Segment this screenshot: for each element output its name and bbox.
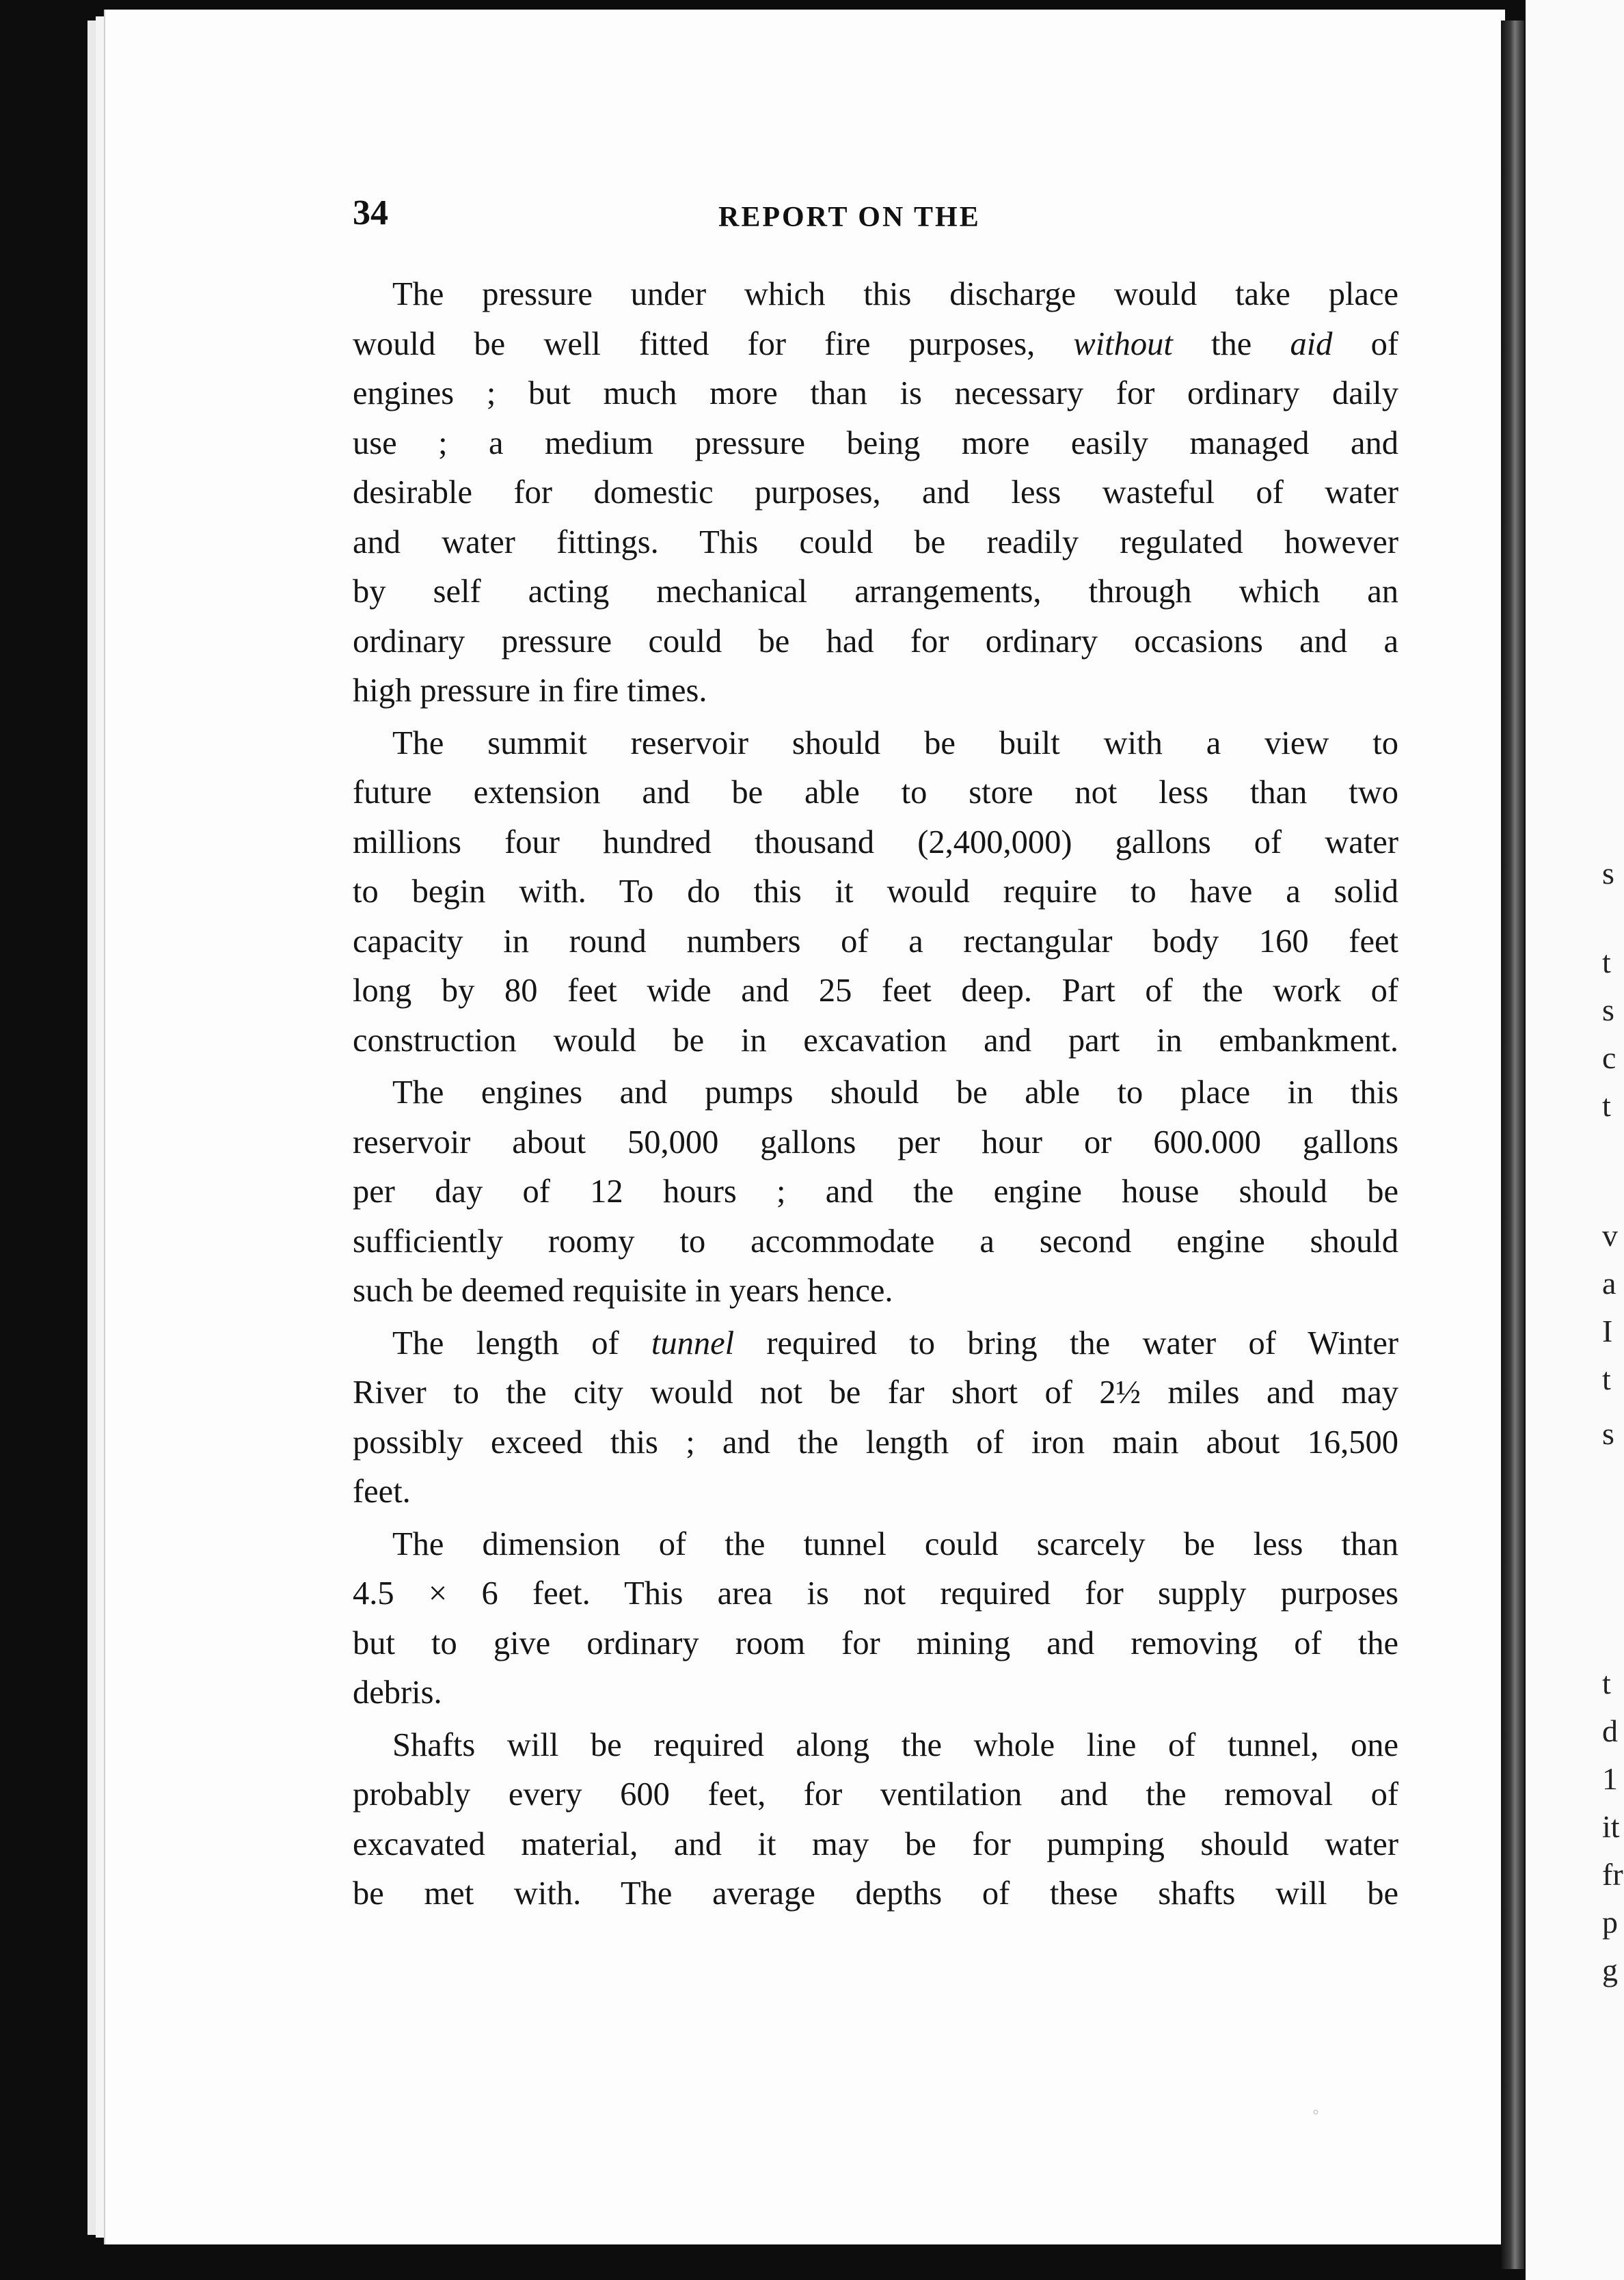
text-line: capacity in round numbers of a rectangular body 160 feet: [353, 923, 1398, 960]
fragment: it: [1602, 1809, 1620, 1844]
text-line: such be deemed requisite in years hence.: [353, 1273, 893, 1309]
text-line: high pressure in fire times.: [353, 673, 707, 709]
fragment: fr: [1602, 1857, 1623, 1892]
text-line: per day of 12 hours ; and the engine house should be: [353, 1173, 1398, 1210]
text-line: and water fittings. This could be readily regulated however: [353, 524, 1398, 560]
paragraph: [353, 270, 1398, 716]
fragment: I: [1602, 1314, 1613, 1348]
book-spine: [1501, 21, 1524, 2269]
fragment: p: [1602, 1905, 1618, 1940]
text-line: but to give ordinary room for mining and removing of the: [353, 1625, 1398, 1661]
facing-page-text-fragments: [1602, 0, 1624, 2280]
fragment: t: [1602, 1666, 1611, 1700]
text-line: The length of tunnel required to bring the water of Winter: [392, 1325, 1398, 1361]
text-line: ordinary pressure could be had for ordinary occasions and a: [353, 623, 1398, 660]
text-line: construction would be in excavation and part in embankment.: [353, 1022, 1398, 1059]
text-line: probably every 600 feet, for ventilation and the removal of: [353, 1776, 1398, 1813]
text-line: River to the city would not be far short of 2½ miles and may: [353, 1374, 1398, 1411]
text-line: would be well fitted for fire purposes, without the aid of: [353, 325, 1398, 362]
text-line: debris.: [353, 1674, 442, 1711]
text-line: long by 80 feet wide and 25 feet deep. Part of the work of: [353, 973, 1398, 1009]
fragment: v: [1602, 1218, 1618, 1253]
text-line: excavated material, and it may be for pumping should water: [353, 1826, 1398, 1862]
text-line: 4.5 × 6 feet. This area is not required for supply purposes: [353, 1575, 1398, 1612]
fragment: 1: [1602, 1761, 1618, 1796]
text-line: Shafts will be required along the whole line of tunnel, one: [392, 1726, 1398, 1763]
text-line: possibly exceed this ; and the length of iron main about 16,500: [353, 1424, 1398, 1461]
body-text: [353, 270, 1398, 1919]
paragraph: [353, 1520, 1398, 1718]
running-head: REPORT ON THE: [718, 202, 981, 233]
text-line: The pressure under which this discharge would take place: [392, 276, 1398, 312]
fragment: d: [1602, 1713, 1618, 1748]
text-line: engines ; but much more than is necessary for ordinary daily: [353, 375, 1398, 411]
fragment: t: [1602, 1361, 1611, 1396]
text-line: reservoir about 50,000 gallons per hour or 600.000 gallons: [353, 1124, 1398, 1161]
text-line: sufficiently roomy to accommodate a second engine should: [353, 1223, 1398, 1260]
fragment: g: [1602, 1953, 1618, 1987]
fragment: t: [1602, 1088, 1611, 1123]
text-line: The dimension of the tunnel could scarcely be less than: [392, 1525, 1398, 1562]
page-number: 34: [353, 193, 388, 232]
paragraph: [353, 1319, 1398, 1517]
text-line: feet.: [353, 1474, 411, 1510]
text-line: use ; a medium pressure being more easily managed and: [353, 424, 1398, 461]
text-line: by self acting mechanical arrangements, through which an: [353, 573, 1398, 610]
fragment: s: [1602, 992, 1614, 1027]
text-line: desirable for domestic purposes, and less wasteful of water: [353, 474, 1398, 511]
text-line: millions four hundred thousand (2,400,000) gallons of water: [353, 824, 1398, 860]
fragment: a: [1602, 1266, 1616, 1301]
fragment: t: [1602, 945, 1611, 979]
fragment: c: [1602, 1040, 1616, 1075]
paragraph: [353, 719, 1398, 1066]
text-line: The engines and pumps should be able to place in this: [392, 1074, 1398, 1111]
page-header: [353, 193, 1398, 241]
text-line: The summit reservoir should be built with a view to: [392, 724, 1398, 761]
page-speck: ◦: [1312, 2102, 1319, 2123]
text-line: to begin with. To do this it would require to have a solid: [353, 873, 1398, 910]
fragment: s: [1602, 1416, 1614, 1451]
text-line: be met with. The average depths of these shafts will be: [353, 1875, 1398, 1912]
paragraph: [353, 1721, 1398, 1919]
fragment: s: [1602, 856, 1614, 891]
text-line: future extension and be able to store not less than two: [353, 774, 1398, 811]
paragraph: [353, 1068, 1398, 1316]
